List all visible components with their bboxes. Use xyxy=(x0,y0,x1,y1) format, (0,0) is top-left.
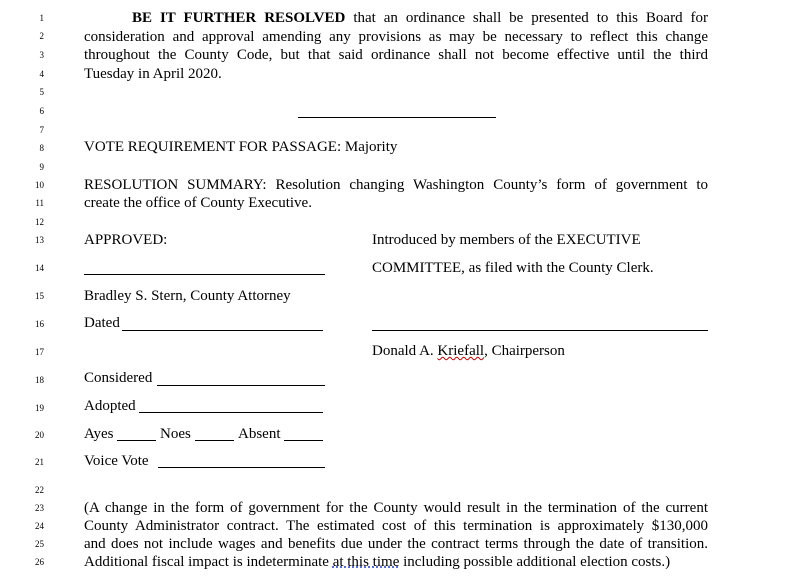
line-number: 20 xyxy=(35,430,44,440)
line-number: 3 xyxy=(39,50,44,60)
line-number: 25 xyxy=(35,539,44,549)
attorney-signature-line xyxy=(84,274,325,275)
spellcheck-word: Kriefall xyxy=(437,343,485,359)
resolved-heading: BE IT FURTHER RESOLVED xyxy=(132,10,346,26)
considered-line xyxy=(157,385,325,386)
note-line-2: County Administrator contract. The estimated cost of this termination is approximately $130,000 xyxy=(84,518,708,534)
noes-label: Noes xyxy=(160,426,191,442)
line-number: 17 xyxy=(35,347,44,357)
line-number: 14 xyxy=(35,263,44,273)
grammar-flag: at this time xyxy=(332,554,400,570)
absent-line xyxy=(284,440,323,441)
chairperson-name: Donald A. Kriefall, Chairperson xyxy=(372,343,565,359)
line-number: 6 xyxy=(39,106,44,116)
resolved-line-1: BE IT FURTHER RESOLVED that an ordinance shall be presented to this Board for xyxy=(132,10,708,26)
introduced-line-2: COMMITTEE, as filed with the County Clerk. xyxy=(372,260,654,276)
adopted-label: Adopted xyxy=(84,398,136,414)
line-number: 11 xyxy=(35,198,44,208)
line-number: 12 xyxy=(35,217,44,227)
line-number: 21 xyxy=(35,457,44,467)
line-number: 19 xyxy=(35,403,44,413)
line-number: 15 xyxy=(35,291,44,301)
line-number: 24 xyxy=(35,521,44,531)
dated-line xyxy=(122,330,323,331)
line-number: 9 xyxy=(39,162,44,172)
attorney-name: Bradley S. Stern, County Attorney xyxy=(84,288,291,304)
ayes-label: Ayes xyxy=(84,426,114,442)
noes-line xyxy=(195,440,234,441)
chair-signature-line xyxy=(372,330,708,331)
adopted-line xyxy=(139,412,323,413)
line-number: 2 xyxy=(39,31,44,41)
note-line-1: (A change in the form of government for the County would result in the termination of the current xyxy=(84,500,708,516)
line-number: 16 xyxy=(35,319,44,329)
introduced-line-1: Introduced by members of the EXECUTIVE xyxy=(372,232,641,248)
dated-label: Dated xyxy=(84,315,120,331)
section-divider xyxy=(298,117,496,118)
summary-line-1: RESOLUTION SUMMARY: Resolution changing Washington County’s form of government to xyxy=(84,177,708,193)
resolved-line-4: Tuesday in April 2020. xyxy=(84,66,222,82)
absent-label: Absent xyxy=(238,426,281,442)
line-number: 10 xyxy=(35,180,44,190)
resolved-line-2: consideration and approval amending any provisions as may be necessary to reflect this change xyxy=(84,29,708,45)
voice-vote-line xyxy=(158,467,325,468)
resolved-line-3: throughout the County Code, but that said ordinance shall not become effective until the third xyxy=(84,47,708,63)
line-number: 22 xyxy=(35,485,44,495)
line-number: 4 xyxy=(39,69,44,79)
vote-requirement: VOTE REQUIREMENT FOR PASSAGE: Majority xyxy=(84,139,398,155)
voice-vote-label: Voice Vote xyxy=(84,453,149,469)
line-number: 13 xyxy=(35,235,44,245)
line-number: 26 xyxy=(35,557,44,567)
considered-label: Considered xyxy=(84,370,153,386)
line-number: 1 xyxy=(39,13,44,23)
note-line-4: Additional fiscal impact is indeterminate at this time including possible additional election costs.) xyxy=(84,554,671,570)
line-number: 5 xyxy=(39,87,44,97)
line-number: 18 xyxy=(35,375,44,385)
approved-label: APPROVED: xyxy=(84,232,168,248)
line-number: 7 xyxy=(39,125,44,135)
note-line-3: and does not include wages and benefits due under the contract terms through the date of transition. xyxy=(84,536,708,552)
line-number: 23 xyxy=(35,503,44,513)
summary-line-2: create the office of County Executive. xyxy=(84,195,312,211)
line-number: 8 xyxy=(39,143,44,153)
ayes-line xyxy=(117,440,156,441)
